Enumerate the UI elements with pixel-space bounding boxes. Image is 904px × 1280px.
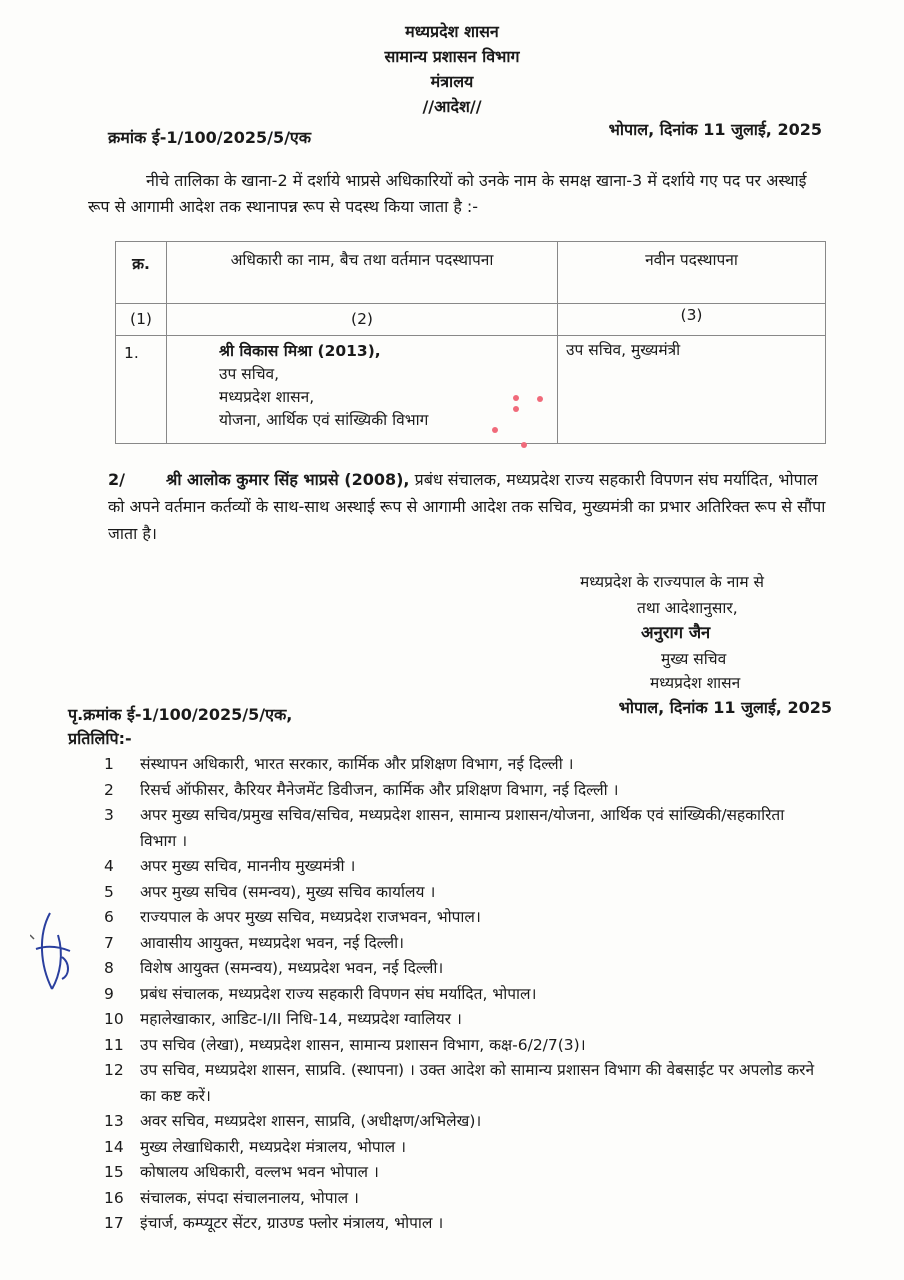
list-item-text: अपर मुख्य सचिव (समन्वय), मुख्य सचिव कार्यालय । — [140, 882, 436, 901]
header-department: सामान्य प्रशासन विभाग — [384, 47, 520, 66]
list-item-number: 15 — [104, 1163, 124, 1181]
list-item-text: कोषालय अधिकारी, वल्लभ भवन भोपाल । — [140, 1163, 379, 1181]
copy-list — [104, 752, 824, 1237]
list-item-text: रिसर्च ऑफीसर, कैरियर मैनेजमेंट डिवीजन, कार्मिक और प्रशिक्षण विभाग, नई दिल्ली । — [140, 780, 619, 799]
table-colnum-row — [116, 304, 826, 336]
list-item-text: राज्यपाल के अपर मुख्य सचिव, मध्यप्रदेश राजभवन, भोपाल। — [140, 908, 481, 926]
list-item — [104, 931, 824, 957]
list-item-number: 10 — [104, 1010, 124, 1028]
list-item — [104, 1160, 824, 1186]
copy-to-label: प्रतिलिपि:- — [68, 729, 132, 748]
para2-text: प्रबंध संचालक, मध्यप्रदेश राज्य सहकारी विपणन संघ मर्यादित, भोपाल को अपने वर्तमान कर्तव्यों के साथ-साथ अस्थाई रूप से आगामी आदेश तक सचिव, मुख्यमंत्री का प्रभार अतिरिक्त रूप से सौंपा जाता है। — [108, 470, 826, 543]
endorsement-place-date: भोपाल, दिनांक 11 जुलाई, 2025 — [618, 698, 832, 717]
list-item — [104, 778, 824, 804]
list-item — [104, 982, 824, 1008]
intro-paragraph — [88, 168, 828, 220]
list-item-text: अपर मुख्य सचिव/प्रमुख सचिव/सचिव, मध्यप्रदेश शासन, सामान्य प्रशासन/योजना, आर्थिक एवं सांख्यिकी/सहकारिता विभाग । — [140, 806, 785, 850]
handwritten-initials — [30, 905, 80, 995]
list-item-number: 4 — [104, 857, 114, 875]
list-item — [104, 752, 824, 778]
officer-name: श्री विकास मिश्रा (2013), — [219, 342, 381, 360]
signatory-office: मध्यप्रदेश शासन — [650, 674, 741, 692]
list-item-text: आवासीय आयुक्त, मध्यप्रदेश भवन, नई दिल्ली। — [140, 933, 405, 952]
signature-authority-line1: मध्यप्रदेश के राज्यपाल के नाम से — [580, 573, 765, 591]
list-item-number: 6 — [104, 908, 114, 926]
list-item — [104, 905, 824, 931]
list-item-number: 3 — [104, 806, 114, 824]
table-header-row — [116, 242, 826, 304]
para2-officer-name: श्री आलोक कुमार सिंह भाप्रसे (2008), — [166, 470, 410, 489]
signatory-designation: मुख्य सचिव — [661, 650, 727, 668]
colnum-1: (1) — [116, 304, 167, 336]
list-item — [104, 1109, 824, 1135]
colnum-3: (3) — [558, 304, 826, 336]
ink-dot — [537, 396, 543, 402]
list-item-text: अवर सचिव, मध्यप्रदेश शासन, साप्रवि, (अधीक्षण/अभिलेख)। — [140, 1112, 482, 1130]
header-government: मध्यप्रदेश शासन — [405, 22, 499, 41]
list-item-text: संचालक, संपदा संचालनालय, भोपाल । — [140, 1188, 359, 1207]
list-item-text: प्रबंध संचालक, मध्यप्रदेश राज्य सहकारी विपणन संघ मर्यादित, भोपाल। — [140, 984, 537, 1003]
ink-dot — [513, 406, 519, 412]
para2-number: 2/ — [108, 470, 125, 489]
list-item-text: इंचार्ज, कम्प्यूटर सेंटर, ग्राउण्ड फ्लोर मंत्रालय, भोपाल । — [140, 1214, 444, 1232]
list-item — [104, 956, 824, 982]
list-item-text: महालेखाकार, आडिट-I/II निधि-14, मध्यप्रदेश ग्वालियर । — [140, 1010, 462, 1028]
order-number: क्रमांक ई-1/100/2025/5/एक — [108, 128, 312, 147]
intro-text: नीचे तालिका के खाना-2 में दर्शाये भाप्रसे अधिकारियों को उनके नाम के समक्ष खाना-3 में दर्शाये गए पद पर अस्थाई रूप से आगामी आदेश तक स्थानापन्न रूप से पदस्थ किया जाता है :- — [88, 171, 807, 216]
paragraph-2 — [108, 466, 830, 547]
header-new-posting: नवीन पदस्थापना — [558, 242, 826, 304]
list-item-text: संस्थापन अधिकारी, भारत सरकार, कार्मिक और प्रशिक्षण विभाग, नई दिल्ली । — [140, 755, 574, 773]
header-officer: अधिकारी का नाम, बैच तथा वर्तमान पदस्थापना — [167, 242, 558, 304]
list-item-number: 14 — [104, 1137, 124, 1156]
list-item — [104, 1186, 824, 1212]
row-sno: 1. — [116, 336, 167, 444]
order-place-date: भोपाल, दिनांक 11 जुलाई, 2025 — [608, 120, 822, 139]
list-item-text: अपर मुख्य सचिव, माननीय मुख्यमंत्री । — [140, 857, 356, 875]
list-item-number: 16 — [104, 1188, 124, 1207]
list-item-number: 11 — [104, 1035, 124, 1054]
list-item-number: 7 — [104, 933, 114, 952]
list-item — [104, 1058, 824, 1109]
list-item-number: 5 — [104, 882, 114, 901]
list-item — [104, 1033, 824, 1059]
posting-table — [115, 241, 826, 444]
list-item-number: 12 — [104, 1061, 124, 1079]
header-order-title: //आदेश// — [422, 97, 482, 116]
table-row — [116, 336, 826, 444]
list-item — [104, 1211, 824, 1237]
list-item-number: 17 — [104, 1214, 124, 1232]
list-item — [104, 1007, 824, 1033]
row-new-posting: उप सचिव, मुख्यमंत्री — [558, 336, 826, 444]
row-officer — [167, 336, 558, 444]
list-item-text: विशेष आयुक्त (समन्वय), मध्यप्रदेश भवन, नई दिल्ली। — [140, 959, 444, 977]
list-item-number: 2 — [104, 780, 114, 799]
header-sno: क्र. — [116, 242, 167, 304]
ink-dot — [521, 442, 527, 448]
list-item-text: उप सचिव (लेखा), मध्यप्रदेश शासन, सामान्य प्रशासन विभाग, कक्ष-6/2/7(3)। — [140, 1035, 586, 1054]
list-item — [104, 880, 824, 906]
ink-dot — [492, 427, 498, 433]
officer-government: मध्यप्रदेश शासन, — [219, 388, 315, 406]
list-item — [104, 1135, 824, 1161]
officer-designation: उप सचिव, — [219, 365, 280, 383]
list-item — [104, 803, 824, 854]
list-item-number: 13 — [104, 1112, 124, 1130]
list-item — [104, 854, 824, 880]
list-item-number: 1 — [104, 755, 114, 773]
signature-authority-line2: तथा आदेशानुसार, — [637, 599, 738, 617]
officer-department: योजना, आर्थिक एवं सांख्यिकी विभाग — [219, 411, 429, 429]
signatory-name: अनुराग जैन — [641, 623, 711, 642]
header-secretariat: मंत्रालय — [430, 72, 474, 91]
list-item-text: मुख्य लेखाधिकारी, मध्यप्रदेश मंत्रालय, भोपाल । — [140, 1137, 406, 1156]
list-item-number: 9 — [104, 984, 114, 1003]
colnum-2: (2) — [167, 304, 558, 336]
list-item-text: उप सचिव, मध्यप्रदेश शासन, साप्रवि. (स्थापना) । उक्त आदेश को सामान्य प्रशासन विभाग की वेबसाईट पर अपलोड करने का कष्ट करें। — [140, 1061, 815, 1105]
endorsement-number: पृ.क्रमांक ई-1/100/2025/5/एक, — [68, 705, 293, 724]
list-item-number: 8 — [104, 959, 114, 977]
ink-dot — [513, 395, 519, 401]
